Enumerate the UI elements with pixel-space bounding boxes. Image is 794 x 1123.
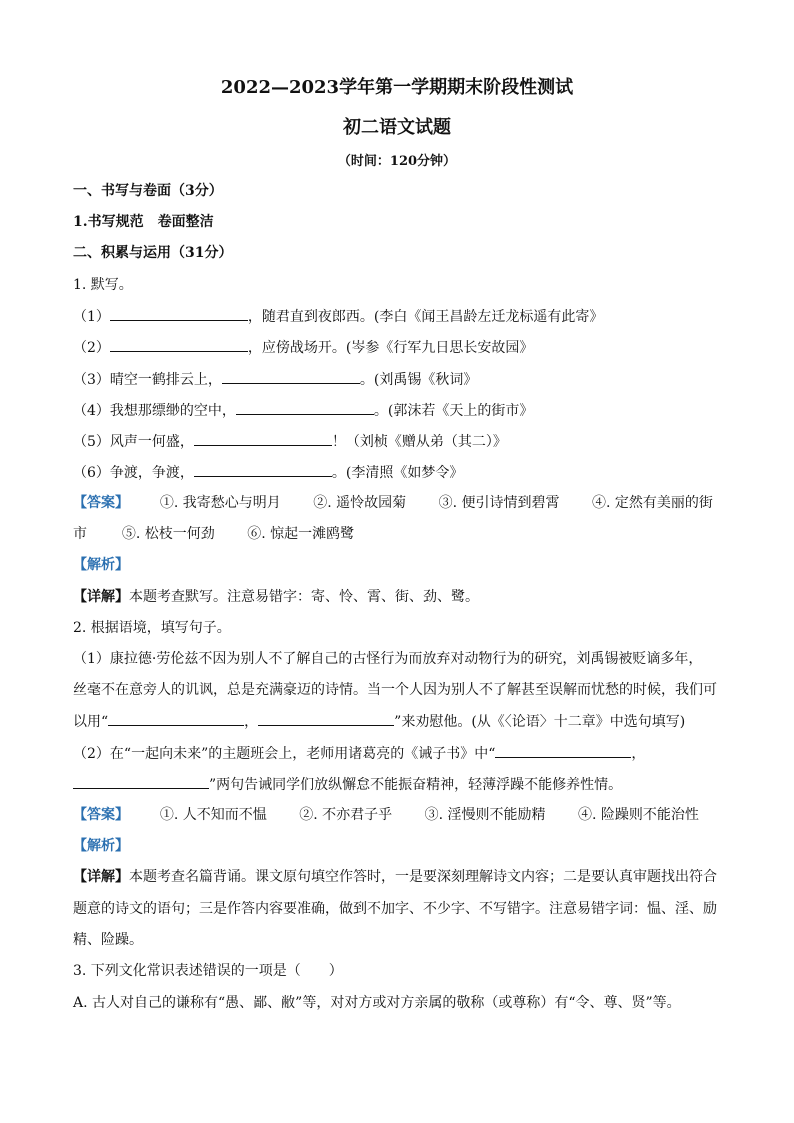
q1-l3-prefix: （3）晴空一鹤排云上， (73, 372, 222, 388)
q1-l2-suffix: ，应傍战场开。(岑参《行军九日思长安故园》 (247, 340, 534, 356)
q1-detail (73, 587, 479, 607)
answer-blank[interactable] (194, 462, 332, 477)
q2-para-1c (73, 711, 685, 732)
answer-item: ①. 我寄愁心与明月 (159, 495, 281, 511)
q1-l4-prefix: （4）我想那缥缈的空中， (73, 403, 236, 419)
section-1-item: 1.书写规范 卷面整洁 (73, 214, 214, 230)
q1-line-6 (73, 462, 463, 483)
q2-detail-b: 题意的诗文的语句；三是作答内容要准确，做到不加字、不少字、不写错字。注意易错字词：愠、淫、励 (73, 901, 717, 917)
q2-detail-a (73, 867, 717, 887)
q1-answer-cont (73, 524, 354, 544)
detail-text: 本题考查默写。注意易错字：寄、怜、霄、街、劲、鹭。 (129, 589, 479, 605)
q2-para-1b: 丝毫不在意旁人的讥讽，总是充满豪迈的诗情。当一个人因为别人不了解甚至误解而忧愁的时候，我们可 (73, 682, 717, 698)
answer-blank[interactable] (110, 337, 248, 352)
analysis-tag: 【解析】 (73, 838, 129, 854)
q1-line-5 (73, 431, 507, 452)
exam-time: （时间：120分钟） (337, 154, 457, 169)
detail-tag: 【详解】 (73, 589, 129, 605)
q2-stem: 2. 根据语境，填写句子。 (73, 620, 231, 636)
q1-l2-prefix: （2） (73, 340, 110, 356)
detail-tag: 【详解】 (73, 869, 129, 885)
q2-p2b-suffix: ”两句告诫同学们放纵懈怠不能振奋精神，轻薄浮躁不能修养性情。 (209, 777, 623, 793)
answer-blank[interactable] (236, 400, 374, 415)
answer-blank[interactable] (194, 431, 332, 446)
q3-stem: 3. 下列文化常识表述错误的一项是（ ） (73, 963, 343, 979)
q2-para-1a: （1）康拉德·劳伦兹不因为别人不了解自己的古怪行为而放弃对动物行为的研究，刘禹锡被贬谪多年， (73, 651, 703, 667)
q1-answer (73, 493, 713, 513)
answer-tag: 【答案】 (73, 495, 129, 511)
q1-l6-prefix: （6）争渡，争渡， (73, 465, 194, 481)
answer-item: ⑥. 惊起一滩鸥鹭 (247, 526, 355, 542)
q2-p1c-comma: ， (244, 714, 259, 730)
q1-l1-prefix: （1） (73, 309, 110, 325)
q1-l4-suffix: 。(郭沫若《天上的街市》 (373, 403, 534, 419)
q1-line-4 (73, 400, 533, 421)
answer-item: ②. 不亦君子乎 (299, 807, 393, 823)
detail-text: 本题考查名篇背诵。课文原句填空作答时，一是要深刻理解诗文内容；二是要认真审题找出符合 (129, 869, 717, 885)
q1-line-3 (73, 369, 477, 390)
analysis-tag: 【解析】 (73, 557, 129, 573)
page-title: 2022—2023学年第一学期期末阶段性测试 (220, 77, 574, 98)
answer-blank[interactable] (110, 306, 248, 321)
answer-blank[interactable] (222, 369, 360, 384)
q1-line-1 (73, 306, 603, 327)
answer-item-cont: 市 (73, 526, 87, 542)
q2-para-2a (73, 743, 645, 764)
q2-p1c-prefix: 以用“ (73, 714, 109, 730)
q1-l5-prefix: （5）风声一何盛， (73, 434, 194, 450)
q1-l6-suffix: 。(李清照《如梦令》 (331, 465, 464, 481)
q1-l1-suffix: ，随君直到夜郎西。(李白《闻王昌龄左迁龙标遥有此寄》 (247, 309, 604, 325)
answer-item: ②. 遥怜故园菊 (313, 495, 407, 511)
answer-item: ③. 淫慢则不能励精 (424, 807, 546, 823)
q2-detail-c: 精、险躁。 (73, 932, 143, 948)
answer-item: ⑤. 松枝一何劲 (121, 526, 215, 542)
q2-answer (73, 805, 699, 825)
q2-p2a-comma: ， (631, 746, 646, 762)
answer-item: ①. 人不知而不愠 (159, 807, 267, 823)
section-1-heading: 一、书写与卷面（3分） (73, 183, 223, 199)
q3-option-a: A. 古人对自己的谦称有“愚、鄙、敝”等，对对方或对方亲属的敬称（或尊称）有“令、尊、贤”等。 (73, 995, 681, 1011)
q1-stem: 1. 默写。 (73, 277, 133, 293)
q2-p1c-suffix: ”来劝慰他。(从《〈论语〉十二章》中选句填写) (394, 714, 686, 730)
q2-para-2b (73, 774, 622, 795)
answer-blank[interactable] (495, 743, 631, 758)
answer-item: ③. 便引诗情到碧霄 (438, 495, 560, 511)
answer-blank[interactable] (258, 711, 394, 726)
q1-l3-suffix: 。(刘禹锡《秋词》 (359, 372, 478, 388)
section-2-heading: 二、积累与运用（31分） (73, 245, 233, 261)
q2-p2a-prefix: （2）在“一起向未来”的主题班会上，老师用诸葛亮的《诫子书》中“ (73, 746, 496, 762)
answer-item: ④. 定然有美丽的街 (591, 495, 713, 511)
q1-line-2 (73, 337, 533, 358)
answer-tag: 【答案】 (73, 807, 129, 823)
answer-blank[interactable] (108, 711, 244, 726)
q1-l5-suffix: ！（刘桢《赠从弟（其二）》 (331, 434, 507, 450)
answer-blank[interactable] (73, 774, 209, 789)
answer-item: ④. 险躁则不能治性 (577, 807, 699, 823)
page-subtitle: 初二语文试题 (343, 117, 451, 138)
